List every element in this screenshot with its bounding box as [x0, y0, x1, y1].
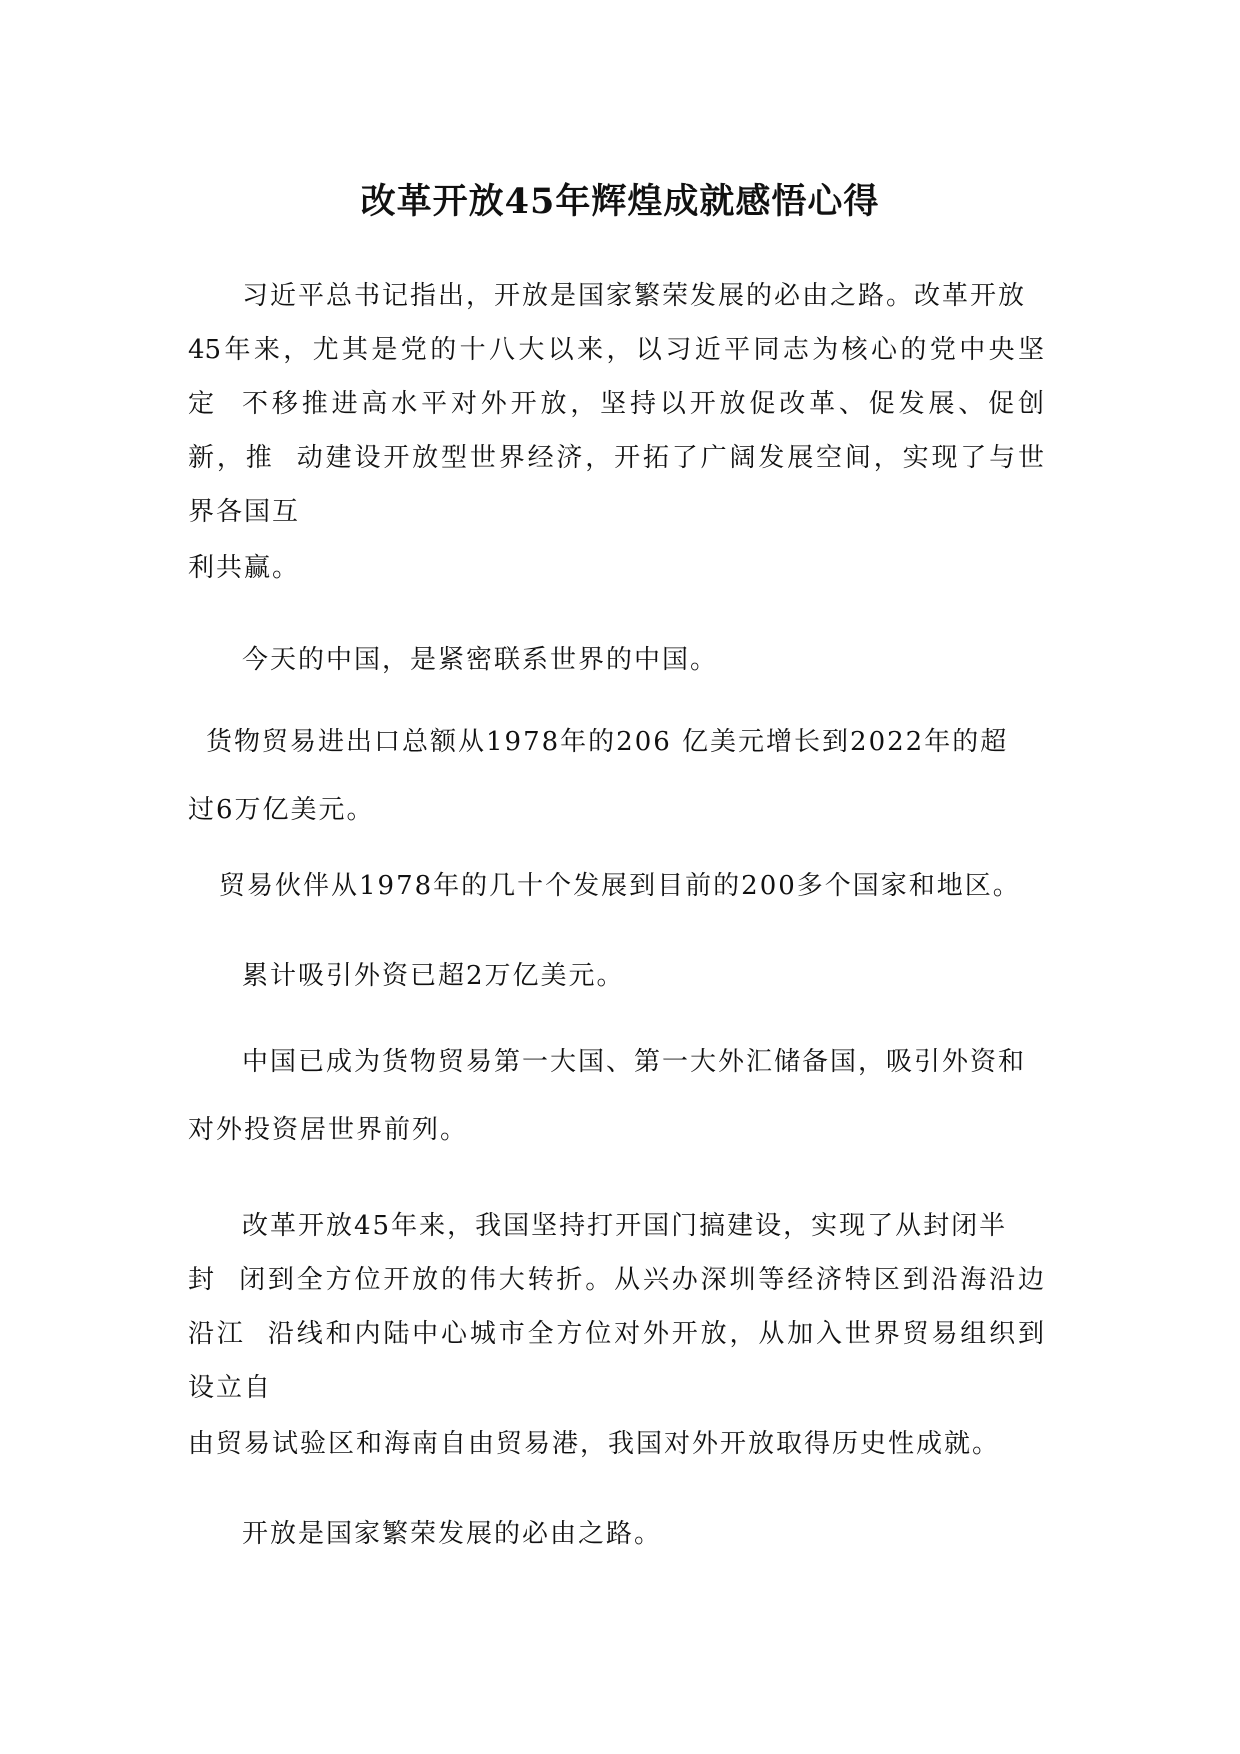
document-title: 改革开放45年辉煌成就感悟心得 [360, 181, 880, 222]
paragraph-line: 定 不移推进高水平对外开放，坚持以开放促改革、促发展、促创 [188, 389, 1044, 419]
paragraph-line: 新，推 动建设开放型世界经济，开拓了广阔发展空间，实现了与世 [188, 443, 1044, 473]
paragraph-line: 对外投资居世界前列。 [188, 1115, 469, 1145]
paragraph: 累计吸引外资已超2万亿美元。 [242, 961, 625, 991]
paragraph-line: 改革开放45年来，我国坚持打开国门搞建设，实现了从封闭半 [242, 1211, 1008, 1241]
paragraph-line: 过6万亿美元。 [188, 795, 375, 825]
paragraph-line: 利共赢。 [188, 553, 301, 583]
paragraph: 今天的中国，是紧密联系世界的中国。 [242, 645, 719, 675]
paragraph-line: 45年来，尤其是党的十八大以来，以习近平同志为核心的党中央坚 [188, 335, 1044, 365]
paragraph: 贸易伙伴从1978年的几十个发展到目前的200多个国家和地区。 [219, 871, 1021, 901]
paragraph-line: 设立自 [188, 1373, 273, 1403]
paragraph: 开放是国家繁荣发展的必由之路。 [242, 1519, 663, 1549]
paragraph-line: 习近平总书记指出，开放是国家繁荣发展的必由之路。改革开放 [242, 281, 1027, 311]
paragraph-line: 封 闭到全方位开放的伟大转折。从兴办深圳等经济特区到沿海沿边 [188, 1265, 1044, 1295]
paragraph-line: 界各国互 [188, 497, 301, 527]
paragraph-line: 中国已成为货物贸易第一大国、第一大外汇储备国，吸引外资和 [242, 1047, 1027, 1077]
paragraph-line: 由贸易试验区和海南自由贸易港，我国对外开放取得历史性成就。 [188, 1429, 1001, 1459]
paragraph-line: 货物贸易进出口总额从1978年的206 亿美元增长到2022年的超 [206, 727, 1009, 757]
paragraph-line: 沿江 沿线和内陆中心城市全方位对外开放，从加入世界贸易组织到 [188, 1319, 1044, 1349]
